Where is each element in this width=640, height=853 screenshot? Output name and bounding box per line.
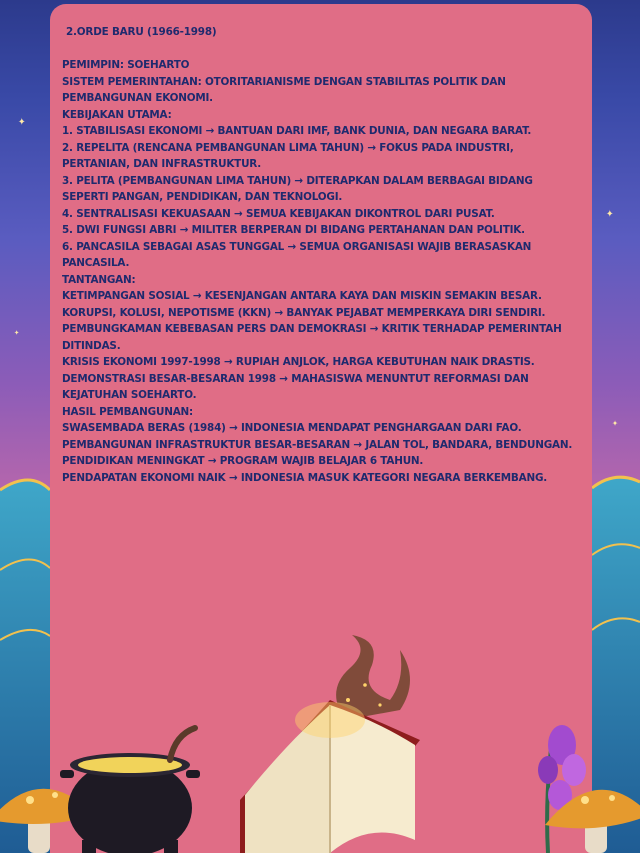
policy-item: 2. REPELITA (RENCANA PEMBANGUNAN LIMA TAHUN) → FOKUS PADA INDUSTRI, PERTANIAN, DAN INFRASTRUKTUR. (62, 141, 518, 170)
page-title: 2.ORDE BARU (1966-1998) (66, 26, 217, 38)
challenge-item: KRISIS EKONOMI 1997-1998 → RUPIAH ANJLOK, HARGA KEBUTUHAN NAIK DRASTIS. (62, 356, 535, 368)
leader-line: PEMIMPIN: SOEHARTO (62, 59, 190, 71)
result-item: SWASEMBADA BERAS (1984) → INDONESIA MENDAPAT PENGHARGAAN DARI FAO. (62, 422, 522, 434)
star-icon: ✦ (612, 419, 619, 428)
challenge-item: PEMBUNGKAMAN KEBEBASAN PERS DAN DEMOKRASI → KRITIK TERHADAP PEMERINTAH DITINDAS. (62, 323, 565, 352)
challenge-item: DEMONSTRASI BESAR-BESARAN 1998 → MAHASISWA MENUNTUT REFORMASI DAN KEJATUHAN SOEHARTO. (62, 372, 533, 401)
star-icon: ✦ (606, 209, 614, 220)
policy-item: 4. SENTRALISASI KEKUASAAN → SEMUA KEBIJAKAN DIKONTROL DARI PUSAT. (62, 207, 495, 220)
cauldron-icon (60, 728, 200, 853)
results-heading: HASIL PEMBANGUNAN: (62, 405, 193, 418)
policy-item: 1. STABILISASI EKONOMI → BANTUAN DARI IMF, BANK DUNIA, DAN NEGARA BARAT. (62, 125, 532, 137)
challenge-item: KETIMPANGAN SOSIAL → KESENJANGAN ANTARA KAYA DAN MISKIN SEMAKIN BESAR. (62, 290, 542, 302)
policy-item: 3. PELITA (PEMBANGUNAN LIMA TAHUN) → DITERAPKAN DALAM BERBAGAI BIDANG SEPERTI PANGAN, PENDIDIKAN, DAN TEKNOLOGI. (62, 174, 537, 203)
challenges-heading: TANTANGAN: (62, 273, 136, 286)
challenge-item: KORUPSI, KOLUSI, NEPOTISME (KKN) → BANYAK PEJABAT MEMPERKAYA DIRI SENDIRI. (62, 306, 546, 319)
policy-item: 6. PANCASILA SEBAGAI ASAS TUNGGAL → SEMUA ORGANISASI WAJIB BERASASKAN PANCASILA. (62, 240, 535, 269)
star-icon: ✦ (14, 329, 20, 337)
policy-item: 5. DWI FUNGSI ABRI → MILITER BERPERAN DI BIDANG PERTAHANAN DAN POLITIK. (62, 224, 525, 236)
result-item: PENDAPATAN EKONOMI NAIK → INDONESIA MASUK KATEGORI NEGARA BERKEMBANG. (62, 471, 548, 484)
open-book-icon (240, 700, 420, 853)
system-line: SISTEM PEMERINTAHAN: OTORITARIANISME DENGAN STABILITAS POLITIK DAN PEMBANGUNAN EKONOMI. (62, 75, 510, 104)
result-item: PEMBANGUNAN INFRASTRUKTUR BESAR-BESARAN → JALAN TOL, BANDARA, BENDUNGAN. (62, 438, 573, 451)
star-icon: ✦ (18, 117, 26, 128)
result-item: PENDIDIKAN MENINGKAT → PROGRAM WAJIB BELAJAR 6 TAHUN. (62, 455, 424, 467)
crystal-plant-icon (538, 725, 586, 853)
policies-heading: KEBIJAKAN UTAMA: (62, 108, 172, 121)
